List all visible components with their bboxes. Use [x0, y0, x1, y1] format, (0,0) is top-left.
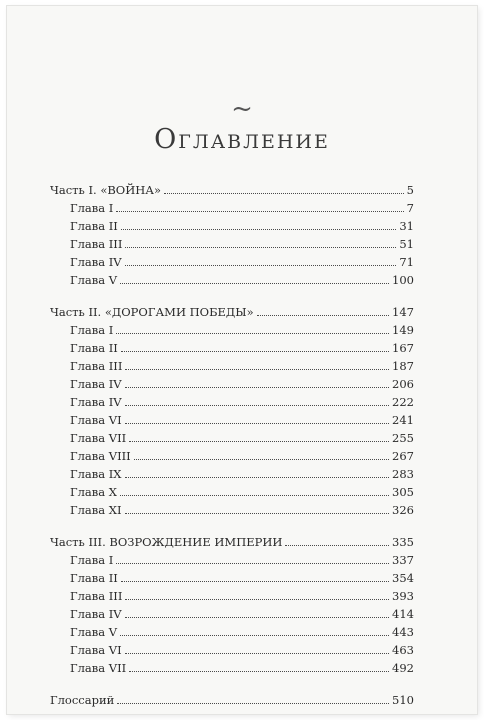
- toc-label: Глоссарий: [50, 693, 115, 707]
- dot-leader: [125, 387, 389, 388]
- ornament-icon: ~: [231, 94, 253, 124]
- toc-chapter-entry[interactable]: [50, 465, 414, 483]
- toc-label: Часть III. ВОЗРОЖДЕНИЕ ИМПЕРИИ: [50, 535, 283, 549]
- dot-leader: [120, 635, 389, 636]
- dot-leader: [164, 193, 404, 194]
- toc-page-number: 100: [392, 273, 414, 287]
- toc-page-number: 241: [392, 413, 414, 427]
- toc-label: Глава II: [70, 571, 118, 585]
- toc-page-number: 354: [392, 571, 414, 585]
- toc-glossary-entry[interactable]: [50, 691, 414, 709]
- toc-chapter-entry[interactable]: [50, 501, 414, 519]
- toc-page-number: 167: [392, 341, 414, 355]
- dot-leader: [125, 405, 389, 406]
- dot-leader: [120, 495, 389, 496]
- toc-chapter-entry[interactable]: [50, 605, 414, 623]
- toc-page-number: 305: [392, 485, 414, 499]
- toc-chapter-entry[interactable]: [50, 217, 414, 235]
- toc-page-number: 222: [392, 395, 414, 409]
- dot-leader: [121, 581, 389, 582]
- toc-chapter-entry[interactable]: [50, 659, 414, 677]
- dot-leader: [129, 671, 389, 672]
- toc-chapter-entry[interactable]: [50, 587, 414, 605]
- toc-chapter-entry[interactable]: [50, 321, 414, 339]
- dot-leader: [125, 423, 389, 424]
- dot-leader: [125, 513, 390, 514]
- toc-label: Глава III: [70, 237, 123, 251]
- toc-label: Глава I: [70, 553, 114, 567]
- dot-leader: [116, 563, 389, 564]
- toc-chapter-entry[interactable]: [50, 641, 414, 659]
- dot-leader: [121, 351, 389, 352]
- toc-chapter-entry[interactable]: [50, 569, 414, 587]
- toc-label: Глава VII: [70, 661, 127, 675]
- toc-label: Глава IV: [70, 395, 122, 409]
- toc-part-entry[interactable]: [50, 181, 414, 199]
- dot-leader: [125, 617, 389, 618]
- toc-page-number: 206: [392, 377, 414, 391]
- dot-leader: [285, 545, 389, 546]
- toc-label: Глава III: [70, 589, 123, 603]
- toc-page-number: 31: [399, 219, 414, 233]
- toc-label: Глава X: [70, 485, 117, 499]
- toc-page-number: 267: [392, 449, 414, 463]
- toc-label: Глава V: [70, 273, 118, 287]
- book-page: [7, 6, 477, 714]
- toc-chapter-entry[interactable]: [50, 199, 414, 217]
- toc-page-number: 414: [392, 607, 414, 621]
- toc-page-number: 187: [392, 359, 414, 373]
- dot-leader: [257, 315, 389, 316]
- toc-chapter-entry[interactable]: [50, 429, 414, 447]
- toc-page-number: 71: [399, 255, 414, 269]
- toc-part-entry[interactable]: [50, 303, 414, 321]
- toc-page-number: 337: [392, 553, 414, 567]
- toc-label: Глава IV: [70, 377, 122, 391]
- title-block: [7, 94, 477, 155]
- toc-page-number: 326: [392, 503, 414, 517]
- toc-page-number: 443: [392, 625, 414, 639]
- toc-chapter-entry[interactable]: [50, 253, 414, 271]
- table-of-contents: [50, 181, 414, 709]
- dot-leader: [125, 653, 389, 654]
- toc-label: Глава IV: [70, 607, 122, 621]
- toc-chapter-entry[interactable]: [50, 411, 414, 429]
- page-title: Оглавление: [154, 124, 330, 155]
- toc-label: Глава IX: [70, 467, 122, 481]
- toc-chapter-entry[interactable]: [50, 551, 414, 569]
- toc-page-number: 149: [392, 323, 414, 337]
- dot-leader: [120, 283, 389, 284]
- toc-page-number: 510: [392, 693, 414, 707]
- toc-page-number: 51: [399, 237, 414, 251]
- dot-leader: [134, 459, 389, 460]
- toc-chapter-entry[interactable]: [50, 393, 414, 411]
- toc-label: Глава II: [70, 219, 118, 233]
- toc-page-number: 283: [392, 467, 414, 481]
- dot-leader: [117, 703, 389, 704]
- toc-label: Глава VII: [70, 431, 127, 445]
- dot-leader: [125, 477, 390, 478]
- toc-chapter-entry[interactable]: [50, 339, 414, 357]
- toc-page-number: 147: [392, 305, 414, 319]
- toc-chapter-entry[interactable]: [50, 623, 414, 641]
- toc-page-number: 7: [406, 201, 414, 215]
- toc-chapter-entry[interactable]: [50, 375, 414, 393]
- toc-label: Глава V: [70, 625, 118, 639]
- toc-chapter-entry[interactable]: [50, 483, 414, 501]
- toc-page-number: 335: [392, 535, 414, 549]
- toc-page-number: 463: [392, 643, 414, 657]
- toc-label: Глава VI: [70, 413, 122, 427]
- toc-label: Глава XI: [70, 503, 122, 517]
- dot-leader: [125, 265, 397, 266]
- dot-leader: [125, 369, 389, 370]
- toc-label: Часть II. «ДОРОГАМИ ПОБЕДЫ»: [50, 305, 254, 319]
- dot-leader: [125, 247, 396, 248]
- toc-label: Глава VIII: [70, 449, 131, 463]
- toc-page-number: 393: [392, 589, 414, 603]
- toc-chapter-entry[interactable]: [50, 447, 414, 465]
- toc-chapter-entry[interactable]: [50, 271, 414, 289]
- dot-leader: [121, 229, 397, 230]
- toc-page-number: 492: [392, 661, 414, 675]
- toc-label: Глава I: [70, 323, 114, 337]
- toc-page-number: 5: [406, 183, 414, 197]
- dot-leader: [125, 599, 389, 600]
- toc-part-entry[interactable]: [50, 533, 414, 551]
- toc-chapter-entry[interactable]: [50, 235, 414, 253]
- toc-label: Глава IV: [70, 255, 122, 269]
- toc-chapter-entry[interactable]: [50, 357, 414, 375]
- toc-label: Глава I: [70, 201, 114, 215]
- toc-label: Глава II: [70, 341, 118, 355]
- toc-page-number: 255: [392, 431, 414, 445]
- toc-label: Часть I. «ВОЙНА»: [50, 183, 162, 197]
- dot-leader: [116, 211, 403, 212]
- toc-label: Глава VI: [70, 643, 122, 657]
- dot-leader: [116, 333, 389, 334]
- dot-leader: [129, 441, 389, 442]
- toc-label: Глава III: [70, 359, 123, 373]
